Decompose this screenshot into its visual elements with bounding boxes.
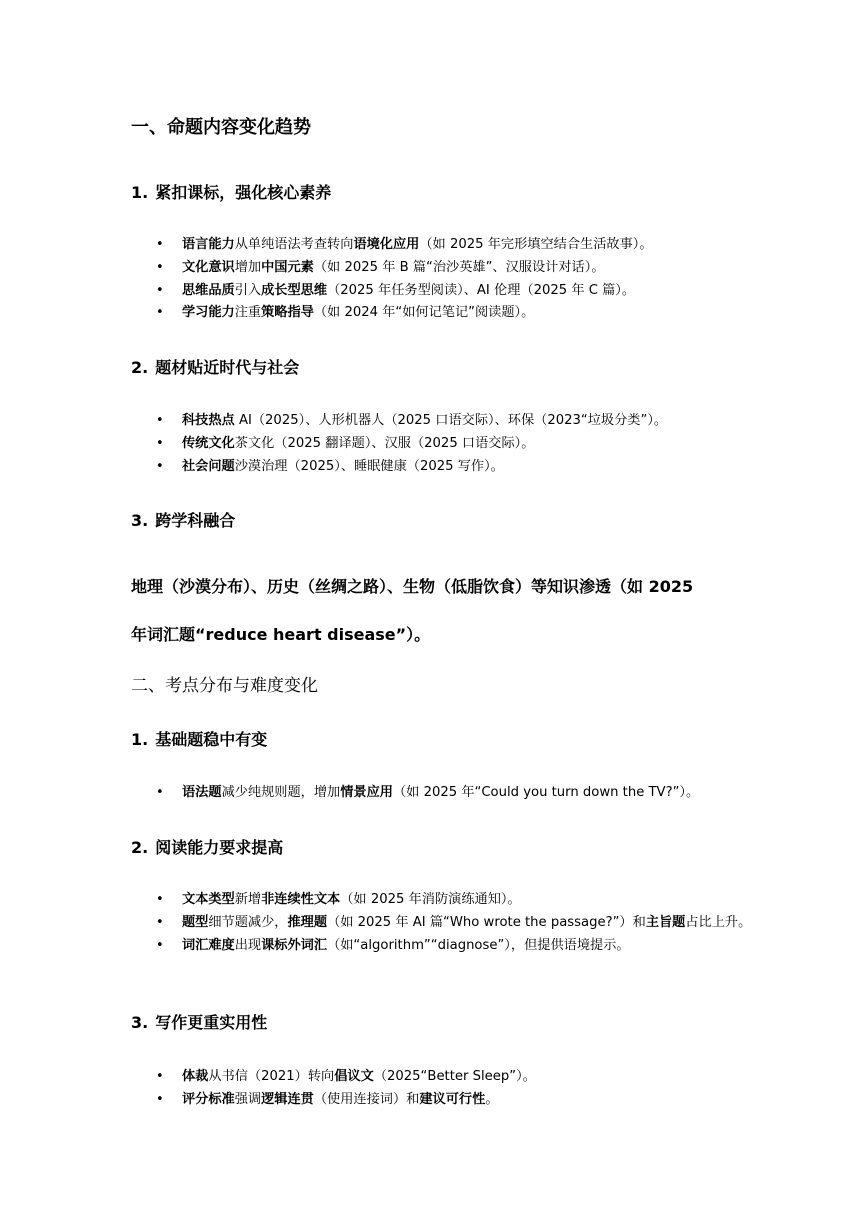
bullet-dot-icon: • bbox=[156, 413, 164, 428]
subheading-number: 3. bbox=[131, 1013, 149, 1032]
bullet-keyword: 传统文化 bbox=[182, 435, 235, 451]
subheading-title: 题材贴近时代与社会 bbox=[155, 358, 300, 377]
bullet-keyword: 逻辑连贯 bbox=[261, 1091, 314, 1107]
bullet-text: 。 bbox=[485, 1091, 499, 1107]
bullet-text: 减少纯规则题，增加 bbox=[221, 785, 341, 800]
bullet-text: 引入 bbox=[234, 282, 262, 298]
bullet-text: （2025 年任务型阅读）、AI 伦理（2025 年 C 篇）。 bbox=[327, 282, 636, 298]
bullet-keyword: 思维品质 bbox=[182, 282, 235, 298]
subheading-number: 2. bbox=[131, 838, 149, 857]
bullet-keyword: 体裁 bbox=[182, 1069, 209, 1084]
bullet-text: 沙漠治理（2025）、睡眠健康（2025 写作）。 bbox=[234, 458, 504, 474]
paragraph-line-1: 地理（沙漠分布）、历史（丝绸之路）、生物（低脂饮食）等知识渗透（如 2025 bbox=[131, 577, 694, 596]
bullet-keyword: 推理题 bbox=[287, 914, 328, 930]
bullet-item bbox=[131, 1089, 741, 1112]
subheading-1-1 bbox=[131, 182, 331, 204]
bullet-text: （2025“Better Sleep”）。 bbox=[373, 1069, 536, 1084]
bullet-keyword: 策略指导 bbox=[261, 305, 314, 321]
bullet-text: （如 2025 年 B 篇“治沙英雄”、汉服设计对话）。 bbox=[313, 259, 605, 275]
bullet-text: 出现 bbox=[234, 937, 262, 953]
bullet-text: 细节题减少， bbox=[208, 914, 288, 930]
subheading-title: 基础题稳中有变 bbox=[155, 730, 268, 749]
bullet-list-1-2 bbox=[131, 410, 741, 478]
bullet-dot-icon: • bbox=[156, 435, 164, 451]
bullet-keyword: 文化意识 bbox=[182, 259, 235, 275]
bullet-text: 注重 bbox=[234, 305, 262, 321]
bullet-text: （如 2025 年“Could you turn down the TV?”）。 bbox=[393, 785, 700, 800]
subheading-title: 跨学科融合 bbox=[155, 511, 236, 530]
bullet-text: 增加 bbox=[234, 259, 262, 275]
bullet-text: （如 2025 年 AI 篇“Who wrote the passage?”）和 bbox=[327, 914, 646, 930]
bullet-list-2-1 bbox=[131, 782, 741, 805]
subheading-number: 2. bbox=[131, 358, 149, 377]
bullet-list-2-2 bbox=[131, 889, 752, 957]
bullet-dot-icon: • bbox=[156, 282, 164, 298]
bullet-keyword: 词汇难度 bbox=[182, 937, 235, 953]
bullet-dot-icon: • bbox=[156, 785, 164, 800]
bullet-item bbox=[131, 410, 741, 433]
bullet-text: （如 2025 年完形填空结合生活故事）。 bbox=[419, 237, 653, 252]
bullet-item bbox=[131, 889, 741, 912]
subheading-1-3 bbox=[131, 510, 235, 532]
bullet-keyword: 学习能力 bbox=[182, 305, 235, 321]
bullet-text: （使用连接词）和 bbox=[313, 1091, 420, 1107]
bullet-keyword: 文本类型 bbox=[182, 892, 235, 907]
bullet-keyword: 非连续性文本 bbox=[261, 892, 341, 907]
bullet-text: 茶文化（2025 翻译题）、汉服（2025 口语交际）。 bbox=[234, 435, 535, 451]
bullet-keyword: 情景应用 bbox=[340, 785, 393, 800]
bullet-item bbox=[131, 456, 741, 479]
bullet-item bbox=[131, 782, 741, 805]
subheading-2-3 bbox=[131, 1012, 267, 1034]
bullet-keyword: 评分标准 bbox=[182, 1091, 235, 1107]
bullet-dot-icon: • bbox=[156, 892, 164, 907]
bullet-item bbox=[131, 234, 741, 257]
bullet-dot-icon: • bbox=[156, 914, 164, 930]
subheading-number: 1. bbox=[131, 730, 149, 749]
subheading-title: 写作更重实用性 bbox=[155, 1013, 268, 1032]
bullet-text: （如 2025 年消防演练通知）。 bbox=[340, 892, 521, 907]
bullet-text: 从书信（2021）转向 bbox=[208, 1069, 335, 1084]
section-heading-1: 一、命题内容变化趋势 bbox=[131, 117, 311, 138]
bullet-keyword: 语境化应用 bbox=[353, 237, 420, 252]
subheading-2-2 bbox=[131, 837, 283, 859]
bullet-item bbox=[131, 280, 741, 303]
bullet-keyword: 语言能力 bbox=[182, 237, 235, 252]
bullet-keyword: 中国元素 bbox=[261, 259, 314, 275]
bullet-text: 新增 bbox=[234, 892, 262, 907]
bullet-list-2-3 bbox=[131, 1066, 741, 1112]
bullet-text: 强调 bbox=[234, 1091, 262, 1107]
bullet-keyword: 主旨题 bbox=[645, 914, 686, 930]
bullet-keyword: 科技热点 bbox=[182, 413, 235, 428]
bullet-keyword: 倡议文 bbox=[334, 1069, 374, 1084]
bullet-item bbox=[131, 1066, 741, 1089]
bullet-dot-icon: • bbox=[156, 305, 164, 321]
bullet-text: AI（2025）、人形机器人（2025 口语交际）、环保（2023“垃圾分类”）。 bbox=[234, 413, 668, 428]
bullet-item bbox=[131, 257, 741, 280]
bullet-keyword: 题型 bbox=[182, 914, 209, 930]
bullet-dot-icon: • bbox=[156, 937, 164, 953]
bullet-keyword: 成长型思维 bbox=[261, 282, 328, 298]
bullet-item bbox=[131, 433, 741, 456]
bullet-keyword: 建议可行性 bbox=[419, 1091, 486, 1107]
bullet-text: （如 2024 年“如何记笔记”阅读题）。 bbox=[313, 305, 535, 321]
bullet-text: （如“algorithm”“diagnose”），但提供语境提示。 bbox=[327, 937, 630, 953]
bullet-item bbox=[131, 912, 752, 935]
subheading-number: 1. bbox=[131, 183, 149, 202]
bullet-list-1-1 bbox=[131, 234, 741, 325]
section-heading-2: 二、考点分布与难度变化 bbox=[131, 676, 318, 696]
bullet-item bbox=[131, 302, 741, 325]
paragraph-line-2: 年词汇题“reduce heart disease”）。 bbox=[131, 625, 431, 644]
subheading-1-2 bbox=[131, 357, 299, 379]
bullet-keyword: 语法题 bbox=[182, 785, 222, 800]
bullet-keyword: 课标外词汇 bbox=[261, 937, 328, 953]
bullet-dot-icon: • bbox=[156, 1091, 164, 1107]
bullet-text: 占比上升。 bbox=[685, 914, 752, 930]
bullet-text: 从单纯语法考查转向 bbox=[234, 237, 354, 252]
bullet-dot-icon: • bbox=[156, 259, 164, 275]
bullet-item bbox=[131, 935, 741, 958]
subheading-2-1 bbox=[131, 729, 267, 751]
bullet-dot-icon: • bbox=[156, 237, 164, 252]
subheading-number: 3. bbox=[131, 511, 149, 530]
bullet-keyword: 社会问题 bbox=[182, 458, 235, 474]
subheading-title: 紧扣课标，强化核心素养 bbox=[155, 183, 332, 202]
subheading-title: 阅读能力要求提高 bbox=[155, 838, 284, 857]
bullet-dot-icon: • bbox=[156, 1069, 164, 1084]
bullet-dot-icon: • bbox=[156, 458, 164, 474]
